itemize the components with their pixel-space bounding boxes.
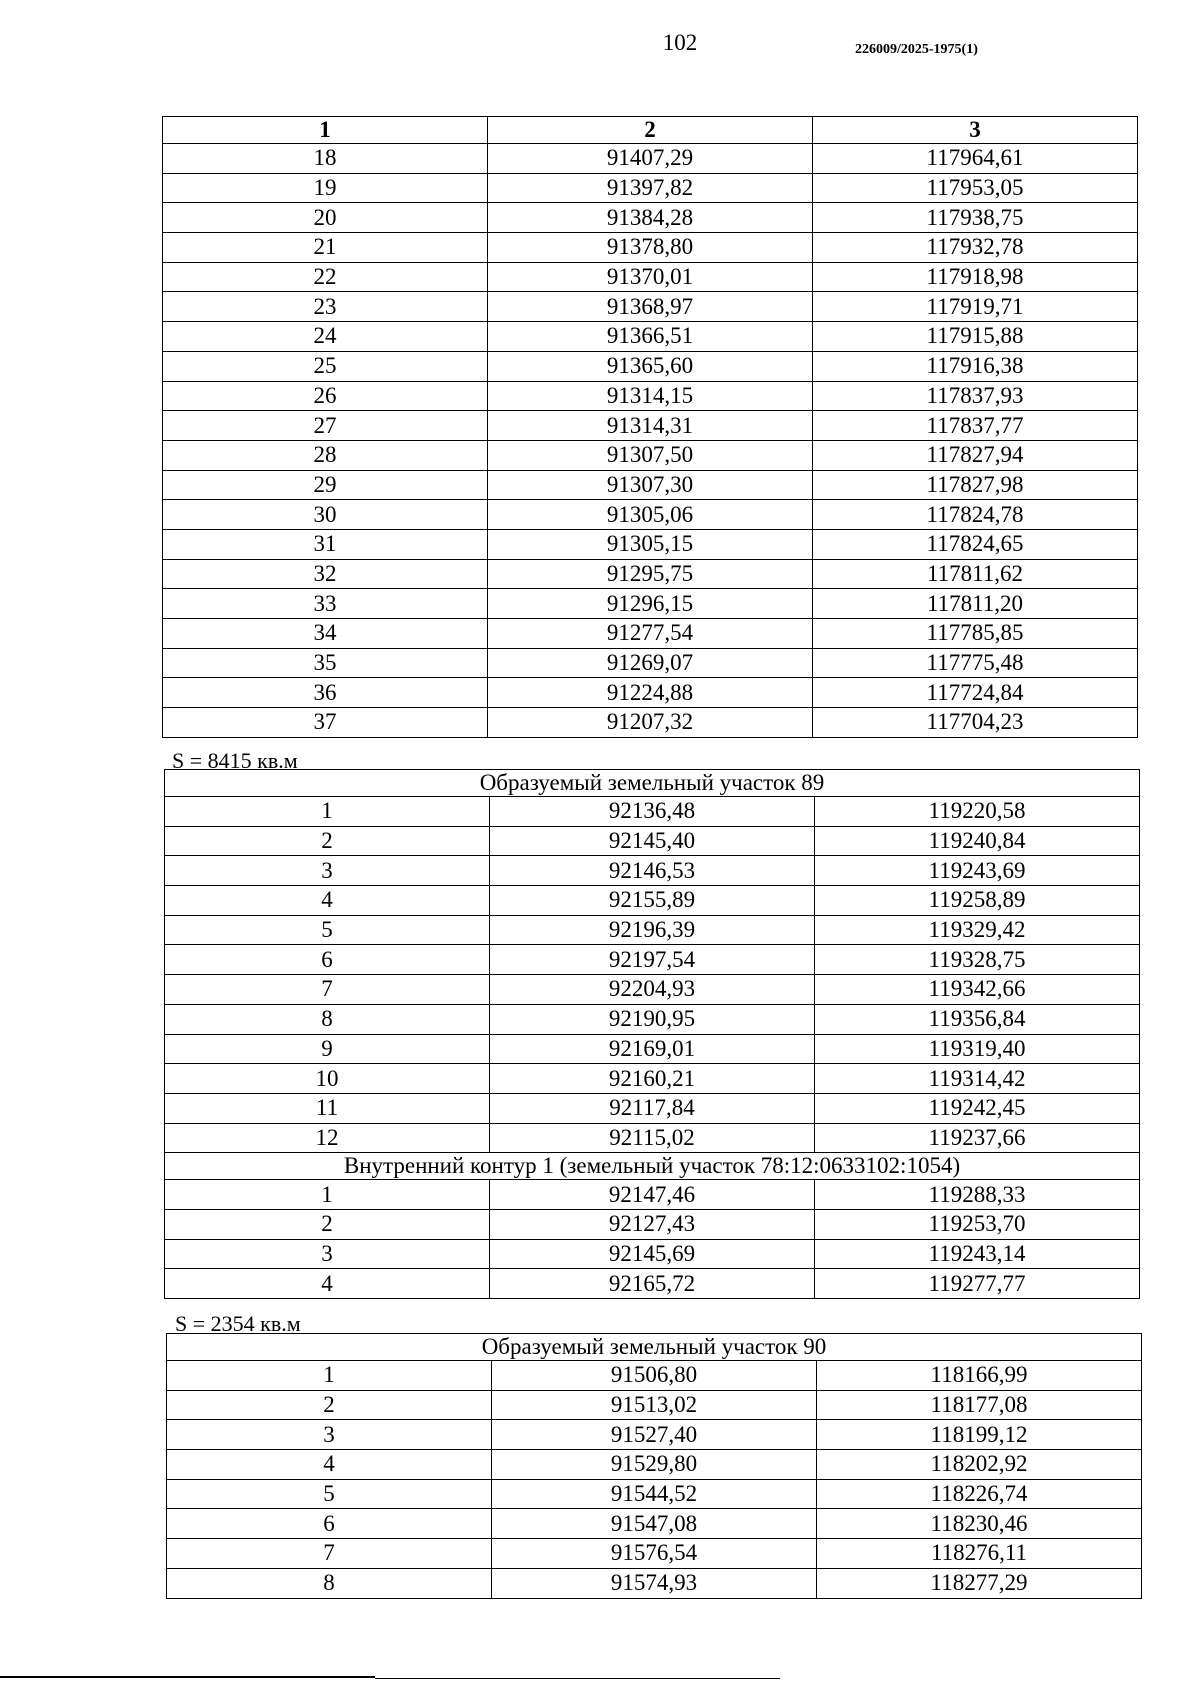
point-number-cell: 28 bbox=[163, 440, 488, 470]
y-coordinate-cell: 117811,20 bbox=[813, 589, 1138, 619]
x-coordinate-cell: 91513,02 bbox=[492, 1390, 817, 1420]
plot-title: Образуемый земельный участок 89 bbox=[165, 770, 1140, 797]
y-coordinate-cell: 118177,08 bbox=[817, 1390, 1142, 1420]
table-title-row bbox=[165, 770, 1140, 797]
y-coordinate-cell: 117724,84 bbox=[813, 678, 1138, 708]
table-row bbox=[163, 233, 1138, 263]
table-row bbox=[167, 1390, 1142, 1420]
table-row bbox=[163, 678, 1138, 708]
table-row bbox=[163, 292, 1138, 322]
x-coordinate-cell: 92169,01 bbox=[490, 1034, 815, 1064]
x-coordinate-cell: 91314,31 bbox=[488, 411, 813, 441]
table-row bbox=[167, 1509, 1142, 1539]
point-number-cell: 7 bbox=[165, 975, 490, 1005]
x-coordinate-cell: 91224,88 bbox=[488, 678, 813, 708]
x-coordinate-cell: 92160,21 bbox=[490, 1064, 815, 1094]
table-row bbox=[163, 500, 1138, 530]
coordinates-table-plot-89 bbox=[164, 769, 1140, 1299]
page-number: 102 bbox=[662, 30, 698, 55]
point-number-cell: 22 bbox=[163, 262, 488, 292]
area-label-plot-89: S = 2354 кв.м bbox=[175, 1311, 301, 1336]
point-number-cell: 34 bbox=[163, 619, 488, 649]
y-coordinate-cell: 117938,75 bbox=[813, 203, 1138, 233]
point-number-cell: 29 bbox=[163, 470, 488, 500]
x-coordinate-cell: 91307,30 bbox=[488, 470, 813, 500]
y-coordinate-cell: 117827,94 bbox=[813, 440, 1138, 470]
table-row bbox=[167, 1361, 1142, 1391]
table-row bbox=[165, 1064, 1140, 1094]
table-row bbox=[167, 1479, 1142, 1509]
table-row bbox=[165, 826, 1140, 856]
y-coordinate-cell: 117916,38 bbox=[813, 351, 1138, 381]
table-row bbox=[165, 1180, 1140, 1210]
y-coordinate-cell: 118202,92 bbox=[817, 1450, 1142, 1480]
x-coordinate-cell: 91370,01 bbox=[488, 262, 813, 292]
table-row bbox=[163, 203, 1138, 233]
table-row bbox=[163, 144, 1138, 174]
x-coordinate-cell: 91544,52 bbox=[492, 1479, 817, 1509]
y-coordinate-cell: 117837,93 bbox=[813, 381, 1138, 411]
point-number-cell: 7 bbox=[167, 1539, 492, 1569]
inner-contour-title: Внутренний контур 1 (земельный участок 78:12:0633102:1054) bbox=[165, 1153, 1140, 1180]
x-coordinate-cell: 91269,07 bbox=[488, 648, 813, 678]
y-coordinate-cell: 117704,23 bbox=[813, 708, 1138, 738]
y-coordinate-cell: 117811,62 bbox=[813, 559, 1138, 589]
table-row bbox=[165, 945, 1140, 975]
point-number-cell: 3 bbox=[167, 1420, 492, 1450]
y-coordinate-cell: 119314,42 bbox=[815, 1064, 1140, 1094]
y-coordinate-cell: 117919,71 bbox=[813, 292, 1138, 322]
table-row bbox=[165, 1239, 1140, 1269]
y-coordinate-cell: 117964,61 bbox=[813, 144, 1138, 174]
x-coordinate-cell: 91366,51 bbox=[488, 322, 813, 352]
y-coordinate-cell: 119319,40 bbox=[815, 1034, 1140, 1064]
y-coordinate-cell: 118230,46 bbox=[817, 1509, 1142, 1539]
point-number-cell: 3 bbox=[165, 856, 490, 886]
x-coordinate-cell: 91397,82 bbox=[488, 173, 813, 203]
y-coordinate-cell: 119237,66 bbox=[815, 1123, 1140, 1153]
x-coordinate-cell: 92145,69 bbox=[490, 1239, 815, 1269]
point-number-cell: 3 bbox=[165, 1239, 490, 1269]
y-coordinate-cell: 117824,78 bbox=[813, 500, 1138, 530]
y-coordinate-cell: 119329,42 bbox=[815, 915, 1140, 945]
x-coordinate-cell: 91277,54 bbox=[488, 619, 813, 649]
point-number-cell: 5 bbox=[165, 915, 490, 945]
x-coordinate-cell: 91407,29 bbox=[488, 144, 813, 174]
table-row bbox=[165, 1093, 1140, 1123]
column-header-x: 2 bbox=[488, 117, 813, 144]
table-row bbox=[163, 262, 1138, 292]
y-coordinate-cell: 119242,45 bbox=[815, 1093, 1140, 1123]
table-header-row bbox=[163, 117, 1138, 144]
point-number-cell: 11 bbox=[165, 1093, 490, 1123]
point-number-cell: 19 bbox=[163, 173, 488, 203]
x-coordinate-cell: 91547,08 bbox=[492, 1509, 817, 1539]
point-number-cell: 4 bbox=[165, 886, 490, 916]
x-coordinate-cell: 92196,39 bbox=[490, 915, 815, 945]
y-coordinate-cell: 119243,14 bbox=[815, 1239, 1140, 1269]
y-coordinate-cell: 117827,98 bbox=[813, 470, 1138, 500]
table-row bbox=[163, 411, 1138, 441]
y-coordinate-cell: 119342,66 bbox=[815, 975, 1140, 1005]
y-coordinate-cell: 117785,85 bbox=[813, 619, 1138, 649]
point-number-cell: 4 bbox=[167, 1450, 492, 1480]
table-row bbox=[163, 619, 1138, 649]
point-number-cell: 8 bbox=[165, 1004, 490, 1034]
point-number-cell: 6 bbox=[167, 1509, 492, 1539]
y-coordinate-cell: 117837,77 bbox=[813, 411, 1138, 441]
y-coordinate-cell: 119258,89 bbox=[815, 886, 1140, 916]
point-number-cell: 33 bbox=[163, 589, 488, 619]
table-row bbox=[165, 1034, 1140, 1064]
y-coordinate-cell: 117953,05 bbox=[813, 173, 1138, 203]
table-row bbox=[163, 322, 1138, 352]
x-coordinate-cell: 92204,93 bbox=[490, 975, 815, 1005]
x-coordinate-cell: 92165,72 bbox=[490, 1269, 815, 1299]
y-coordinate-cell: 117915,88 bbox=[813, 322, 1138, 352]
y-coordinate-cell: 117824,65 bbox=[813, 529, 1138, 559]
point-number-cell: 1 bbox=[165, 797, 490, 827]
table-row bbox=[165, 1269, 1140, 1299]
scan-edge-line bbox=[0, 1676, 375, 1678]
coordinates-table-continued bbox=[162, 116, 1138, 738]
x-coordinate-cell: 92136,48 bbox=[490, 797, 815, 827]
x-coordinate-cell: 92147,46 bbox=[490, 1180, 815, 1210]
point-number-cell: 6 bbox=[165, 945, 490, 975]
y-coordinate-cell: 119240,84 bbox=[815, 826, 1140, 856]
table-row bbox=[163, 708, 1138, 738]
x-coordinate-cell: 92190,95 bbox=[490, 1004, 815, 1034]
y-coordinate-cell: 119356,84 bbox=[815, 1004, 1140, 1034]
column-header-point: 1 bbox=[163, 117, 488, 144]
x-coordinate-cell: 91307,50 bbox=[488, 440, 813, 470]
x-coordinate-cell: 92117,84 bbox=[490, 1093, 815, 1123]
x-coordinate-cell: 91296,15 bbox=[488, 589, 813, 619]
x-coordinate-cell: 92146,53 bbox=[490, 856, 815, 886]
table-row bbox=[165, 975, 1140, 1005]
y-coordinate-cell: 118166,99 bbox=[817, 1361, 1142, 1391]
table-row bbox=[165, 797, 1140, 827]
table-row bbox=[163, 648, 1138, 678]
y-coordinate-cell: 118199,12 bbox=[817, 1420, 1142, 1450]
point-number-cell: 2 bbox=[165, 1209, 490, 1239]
point-number-cell: 32 bbox=[163, 559, 488, 589]
point-number-cell: 27 bbox=[163, 411, 488, 441]
point-number-cell: 23 bbox=[163, 292, 488, 322]
y-coordinate-cell: 119277,77 bbox=[815, 1269, 1140, 1299]
point-number-cell: 1 bbox=[165, 1180, 490, 1210]
y-coordinate-cell: 118226,74 bbox=[817, 1479, 1142, 1509]
point-number-cell: 37 bbox=[163, 708, 488, 738]
y-coordinate-cell: 119328,75 bbox=[815, 945, 1140, 975]
table-title-row bbox=[167, 1334, 1142, 1361]
point-number-cell: 30 bbox=[163, 500, 488, 530]
point-number-cell: 25 bbox=[163, 351, 488, 381]
x-coordinate-cell: 92155,89 bbox=[490, 886, 815, 916]
x-coordinate-cell: 91295,75 bbox=[488, 559, 813, 589]
y-coordinate-cell: 119220,58 bbox=[815, 797, 1140, 827]
point-number-cell: 2 bbox=[167, 1390, 492, 1420]
x-coordinate-cell: 91305,06 bbox=[488, 500, 813, 530]
y-coordinate-cell: 118277,29 bbox=[817, 1568, 1142, 1598]
x-coordinate-cell: 91574,93 bbox=[492, 1568, 817, 1598]
point-number-cell: 20 bbox=[163, 203, 488, 233]
table-row bbox=[167, 1539, 1142, 1569]
x-coordinate-cell: 91384,28 bbox=[488, 203, 813, 233]
area-label-plot-prev: S = 8415 кв.м bbox=[172, 748, 298, 773]
table-row bbox=[165, 915, 1140, 945]
point-number-cell: 21 bbox=[163, 233, 488, 263]
point-number-cell: 26 bbox=[163, 381, 488, 411]
point-number-cell: 18 bbox=[163, 144, 488, 174]
x-coordinate-cell: 91378,80 bbox=[488, 233, 813, 263]
point-number-cell: 12 bbox=[165, 1123, 490, 1153]
y-coordinate-cell: 117775,48 bbox=[813, 648, 1138, 678]
point-number-cell: 36 bbox=[163, 678, 488, 708]
table-row bbox=[165, 856, 1140, 886]
y-coordinate-cell: 118276,11 bbox=[817, 1539, 1142, 1569]
table-row bbox=[163, 470, 1138, 500]
coordinates-table-plot-90 bbox=[166, 1333, 1142, 1599]
table-row bbox=[165, 1123, 1140, 1153]
table-row bbox=[165, 886, 1140, 916]
point-number-cell: 24 bbox=[163, 322, 488, 352]
table-row bbox=[163, 440, 1138, 470]
x-coordinate-cell: 92145,40 bbox=[490, 826, 815, 856]
x-coordinate-cell: 91576,54 bbox=[492, 1539, 817, 1569]
table-row bbox=[165, 1004, 1140, 1034]
y-coordinate-cell: 119243,69 bbox=[815, 856, 1140, 886]
x-coordinate-cell: 91506,80 bbox=[492, 1361, 817, 1391]
inner-contour-title-row bbox=[165, 1153, 1140, 1180]
table-row bbox=[167, 1450, 1142, 1480]
point-number-cell: 10 bbox=[165, 1064, 490, 1094]
x-coordinate-cell: 91529,80 bbox=[492, 1450, 817, 1480]
x-coordinate-cell: 91305,15 bbox=[488, 529, 813, 559]
point-number-cell: 35 bbox=[163, 648, 488, 678]
table-row bbox=[163, 351, 1138, 381]
point-number-cell: 9 bbox=[165, 1034, 490, 1064]
point-number-cell: 5 bbox=[167, 1479, 492, 1509]
table-row bbox=[163, 381, 1138, 411]
y-coordinate-cell: 117932,78 bbox=[813, 233, 1138, 263]
point-number-cell: 31 bbox=[163, 529, 488, 559]
table-row bbox=[163, 529, 1138, 559]
column-header-y: 3 bbox=[813, 117, 1138, 144]
x-coordinate-cell: 91527,40 bbox=[492, 1420, 817, 1450]
x-coordinate-cell: 91368,97 bbox=[488, 292, 813, 322]
point-number-cell: 2 bbox=[165, 826, 490, 856]
x-coordinate-cell: 92127,43 bbox=[490, 1209, 815, 1239]
table-row bbox=[167, 1420, 1142, 1450]
scan-edge-line bbox=[375, 1678, 780, 1679]
point-number-cell: 8 bbox=[167, 1568, 492, 1598]
point-number-cell: 4 bbox=[165, 1269, 490, 1299]
plot-title: Образуемый земельный участок 90 bbox=[167, 1334, 1142, 1361]
x-coordinate-cell: 92197,54 bbox=[490, 945, 815, 975]
point-number-cell: 1 bbox=[167, 1361, 492, 1391]
y-coordinate-cell: 119288,33 bbox=[815, 1180, 1140, 1210]
y-coordinate-cell: 117918,98 bbox=[813, 262, 1138, 292]
y-coordinate-cell: 119253,70 bbox=[815, 1209, 1140, 1239]
x-coordinate-cell: 92115,02 bbox=[490, 1123, 815, 1153]
table-row bbox=[163, 173, 1138, 203]
table-row bbox=[167, 1568, 1142, 1598]
x-coordinate-cell: 91365,60 bbox=[488, 351, 813, 381]
table-row bbox=[165, 1209, 1140, 1239]
document-id: 226009/2025-1975(1) bbox=[855, 42, 978, 57]
table-row bbox=[163, 589, 1138, 619]
table-row bbox=[163, 559, 1138, 589]
x-coordinate-cell: 91314,15 bbox=[488, 381, 813, 411]
x-coordinate-cell: 91207,32 bbox=[488, 708, 813, 738]
